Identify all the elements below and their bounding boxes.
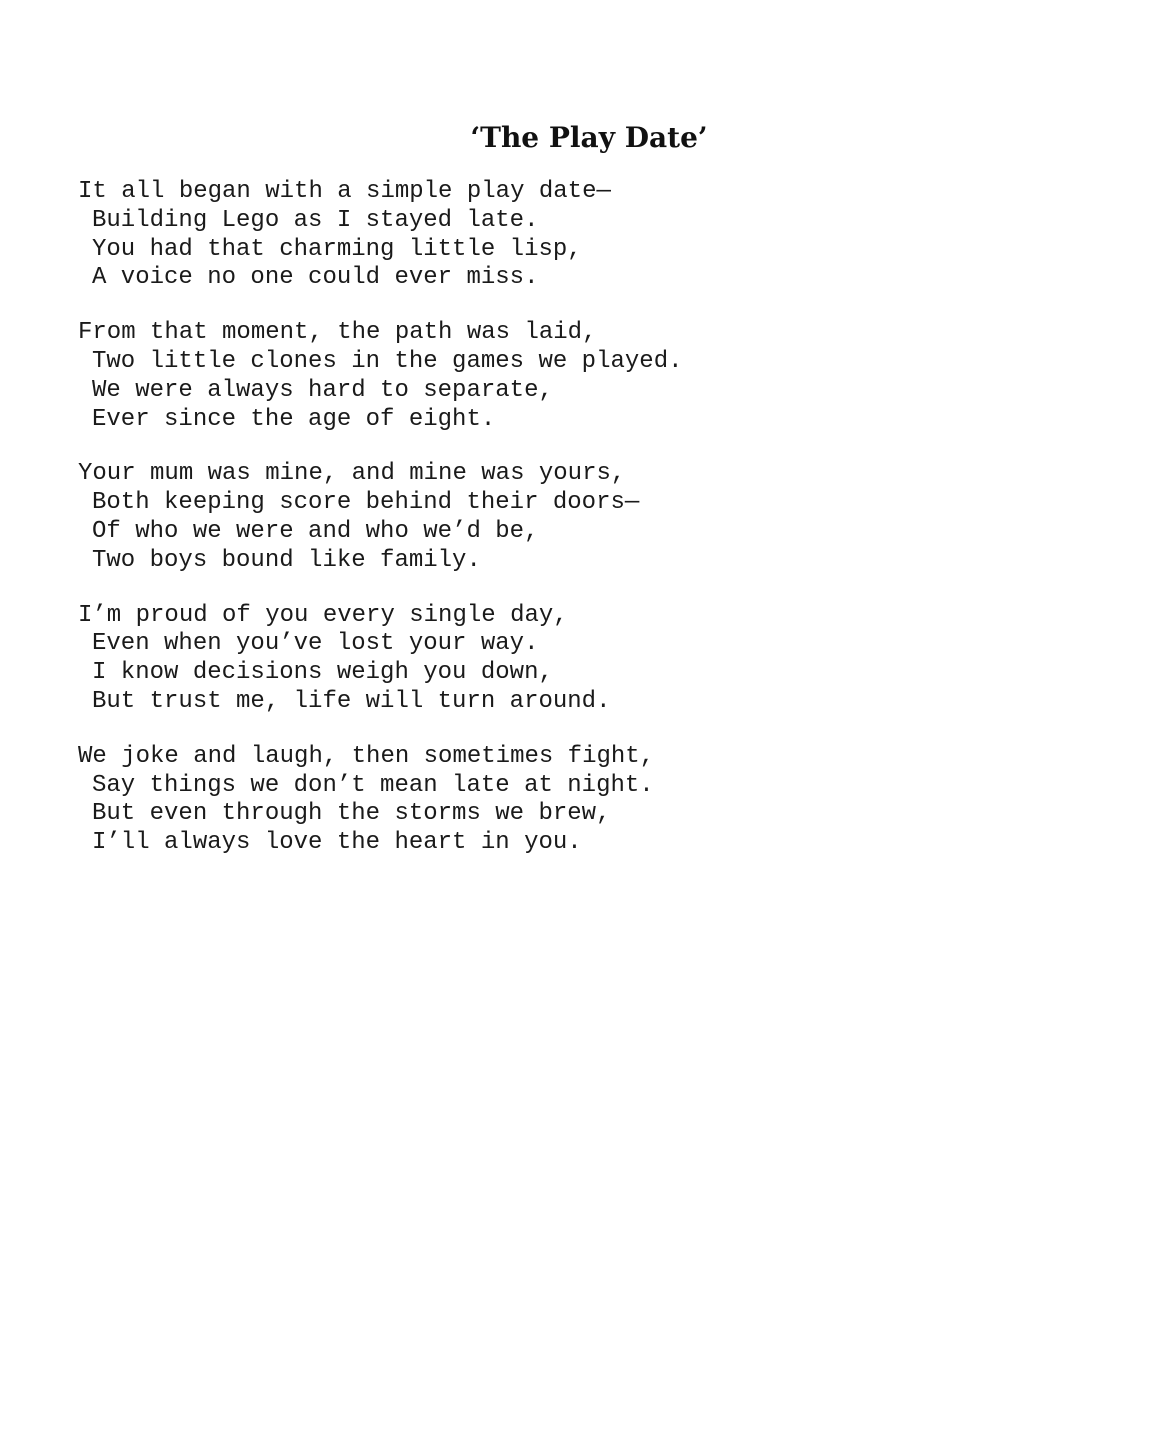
stanza-5 bbox=[78, 743, 1078, 858]
stanza-4 bbox=[78, 602, 1078, 717]
poem-line: We joke and laugh, then sometimes fight, bbox=[78, 742, 655, 770]
poem-line: But even through the storms we brew, bbox=[92, 800, 611, 828]
poem-body bbox=[78, 178, 1078, 884]
poem-line: Two little clones in the games we played. bbox=[92, 347, 683, 375]
poem-line: It all began with a simple play date— bbox=[78, 178, 611, 205]
poem-line: Building Lego as I stayed late. bbox=[92, 206, 539, 234]
poem-line: From that moment, the path was laid, bbox=[78, 319, 597, 347]
poem-line: Ever since the age of eight. bbox=[92, 405, 496, 433]
stanza-3 bbox=[78, 460, 1078, 575]
poem-line: Say things we don’t mean late at night. bbox=[92, 771, 654, 799]
poem-line: We were always hard to separate, bbox=[92, 376, 553, 404]
poem-line: Even when you’ve lost your way. bbox=[92, 630, 539, 658]
poem-line: You had that charming little lisp, bbox=[92, 235, 582, 263]
poem-line: But trust me, life will turn around. bbox=[92, 687, 611, 715]
poem-line: A voice no one could ever miss. bbox=[92, 264, 539, 292]
poem-title: ‘The Play Date’ bbox=[470, 121, 708, 154]
poem-line: Two boys bound like family. bbox=[92, 546, 481, 574]
stanza-1 bbox=[78, 178, 1078, 293]
poem-line: Both keeping score behind their doors— bbox=[92, 489, 640, 517]
poem-line: I’m proud of you every single day, bbox=[78, 601, 568, 629]
stanza-2 bbox=[78, 319, 1078, 434]
poem-line: I know decisions weigh you down, bbox=[92, 659, 553, 687]
poem-line: Your mum was mine, and mine was yours, bbox=[78, 460, 626, 488]
poem-line: I’ll always love the heart in you. bbox=[92, 829, 582, 857]
poem-line: Of who we were and who we’d be, bbox=[92, 517, 539, 545]
